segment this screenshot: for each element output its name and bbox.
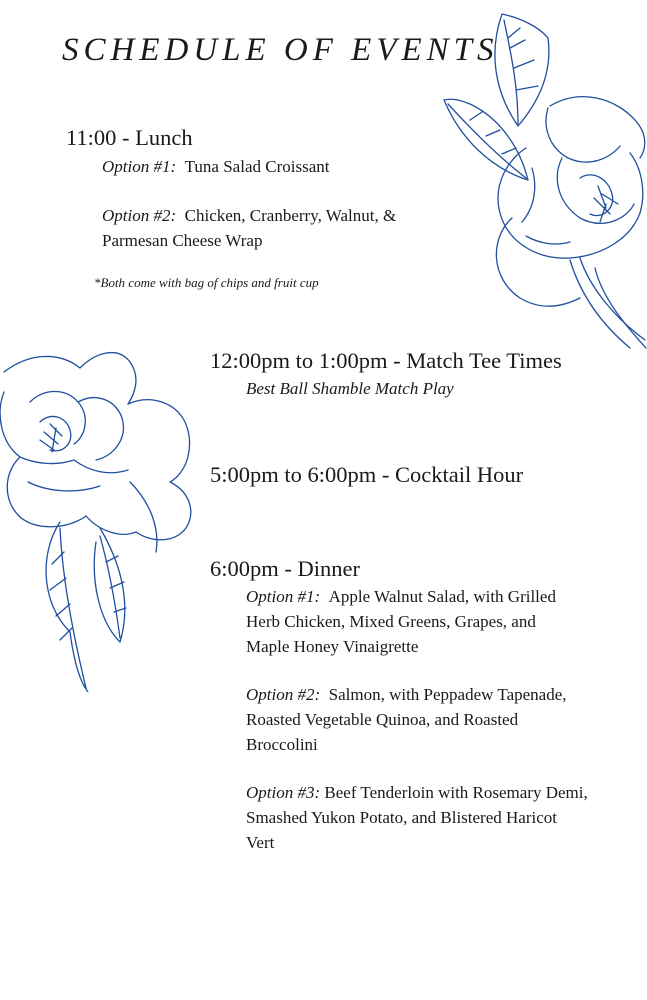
dinner-option-2 <box>246 685 567 705</box>
page-title: SCHEDULE OF EVENTS <box>62 32 499 68</box>
cocktail-hour-heading: 5:00pm to 6:00pm - Cocktail Hour <box>210 462 524 487</box>
option-text: Tuna Salad Croissant <box>184 157 330 176</box>
option-label: Option #2: <box>102 206 177 225</box>
dinner-option-1-line-2: Herb Chicken, Mixed Greens, Grapes, and <box>246 612 536 631</box>
dinner-option-2-line-3: Broccolini <box>246 735 318 754</box>
dinner-option-3 <box>246 783 588 803</box>
lunch-option-2 <box>102 206 396 226</box>
option-label: Option #3: <box>246 783 321 802</box>
dinner-option-2-line-2: Roasted Vegetable Quinoa, and Roasted <box>246 710 519 729</box>
dinner-option-3-line-2: Smashed Yukon Potato, and Blistered Haricot <box>246 808 557 827</box>
option-label: Option #1: <box>246 587 321 606</box>
dinner-option-3-line-3: Vert <box>246 833 275 852</box>
option-text: Salmon, with Peppadew Tapenade, <box>328 685 567 704</box>
dinner-option-1-line-3: Maple Honey Vinaigrette <box>246 637 419 656</box>
option-label: Option #1: <box>102 157 177 176</box>
dinner-option-1 <box>246 587 556 607</box>
tee-times-subtitle <box>246 379 454 399</box>
option-text: Chicken, Cranberry, Walnut, & <box>184 206 397 225</box>
lunch-option-2-line-2: Parmesan Cheese Wrap <box>102 231 263 250</box>
lunch-heading: 11:00 - Lunch <box>66 125 193 150</box>
flower-illustration-left <box>0 332 200 692</box>
lunch-note: *Both come with bag of chips and fruit cup <box>94 275 319 290</box>
option-text: Beef Tenderloin with Rosemary Demi, <box>324 783 588 802</box>
tee-times-subtitle-text: Best Ball Shamble Match Play <box>246 379 454 398</box>
option-label: Option #2: <box>246 685 321 704</box>
option-text: Apple Walnut Salad, with Grilled <box>328 587 556 606</box>
dinner-heading: 6:00pm - Dinner <box>210 556 360 581</box>
lunch-option-1 <box>102 157 329 177</box>
tee-times-heading: 12:00pm to 1:00pm - Match Tee Times <box>210 348 562 373</box>
